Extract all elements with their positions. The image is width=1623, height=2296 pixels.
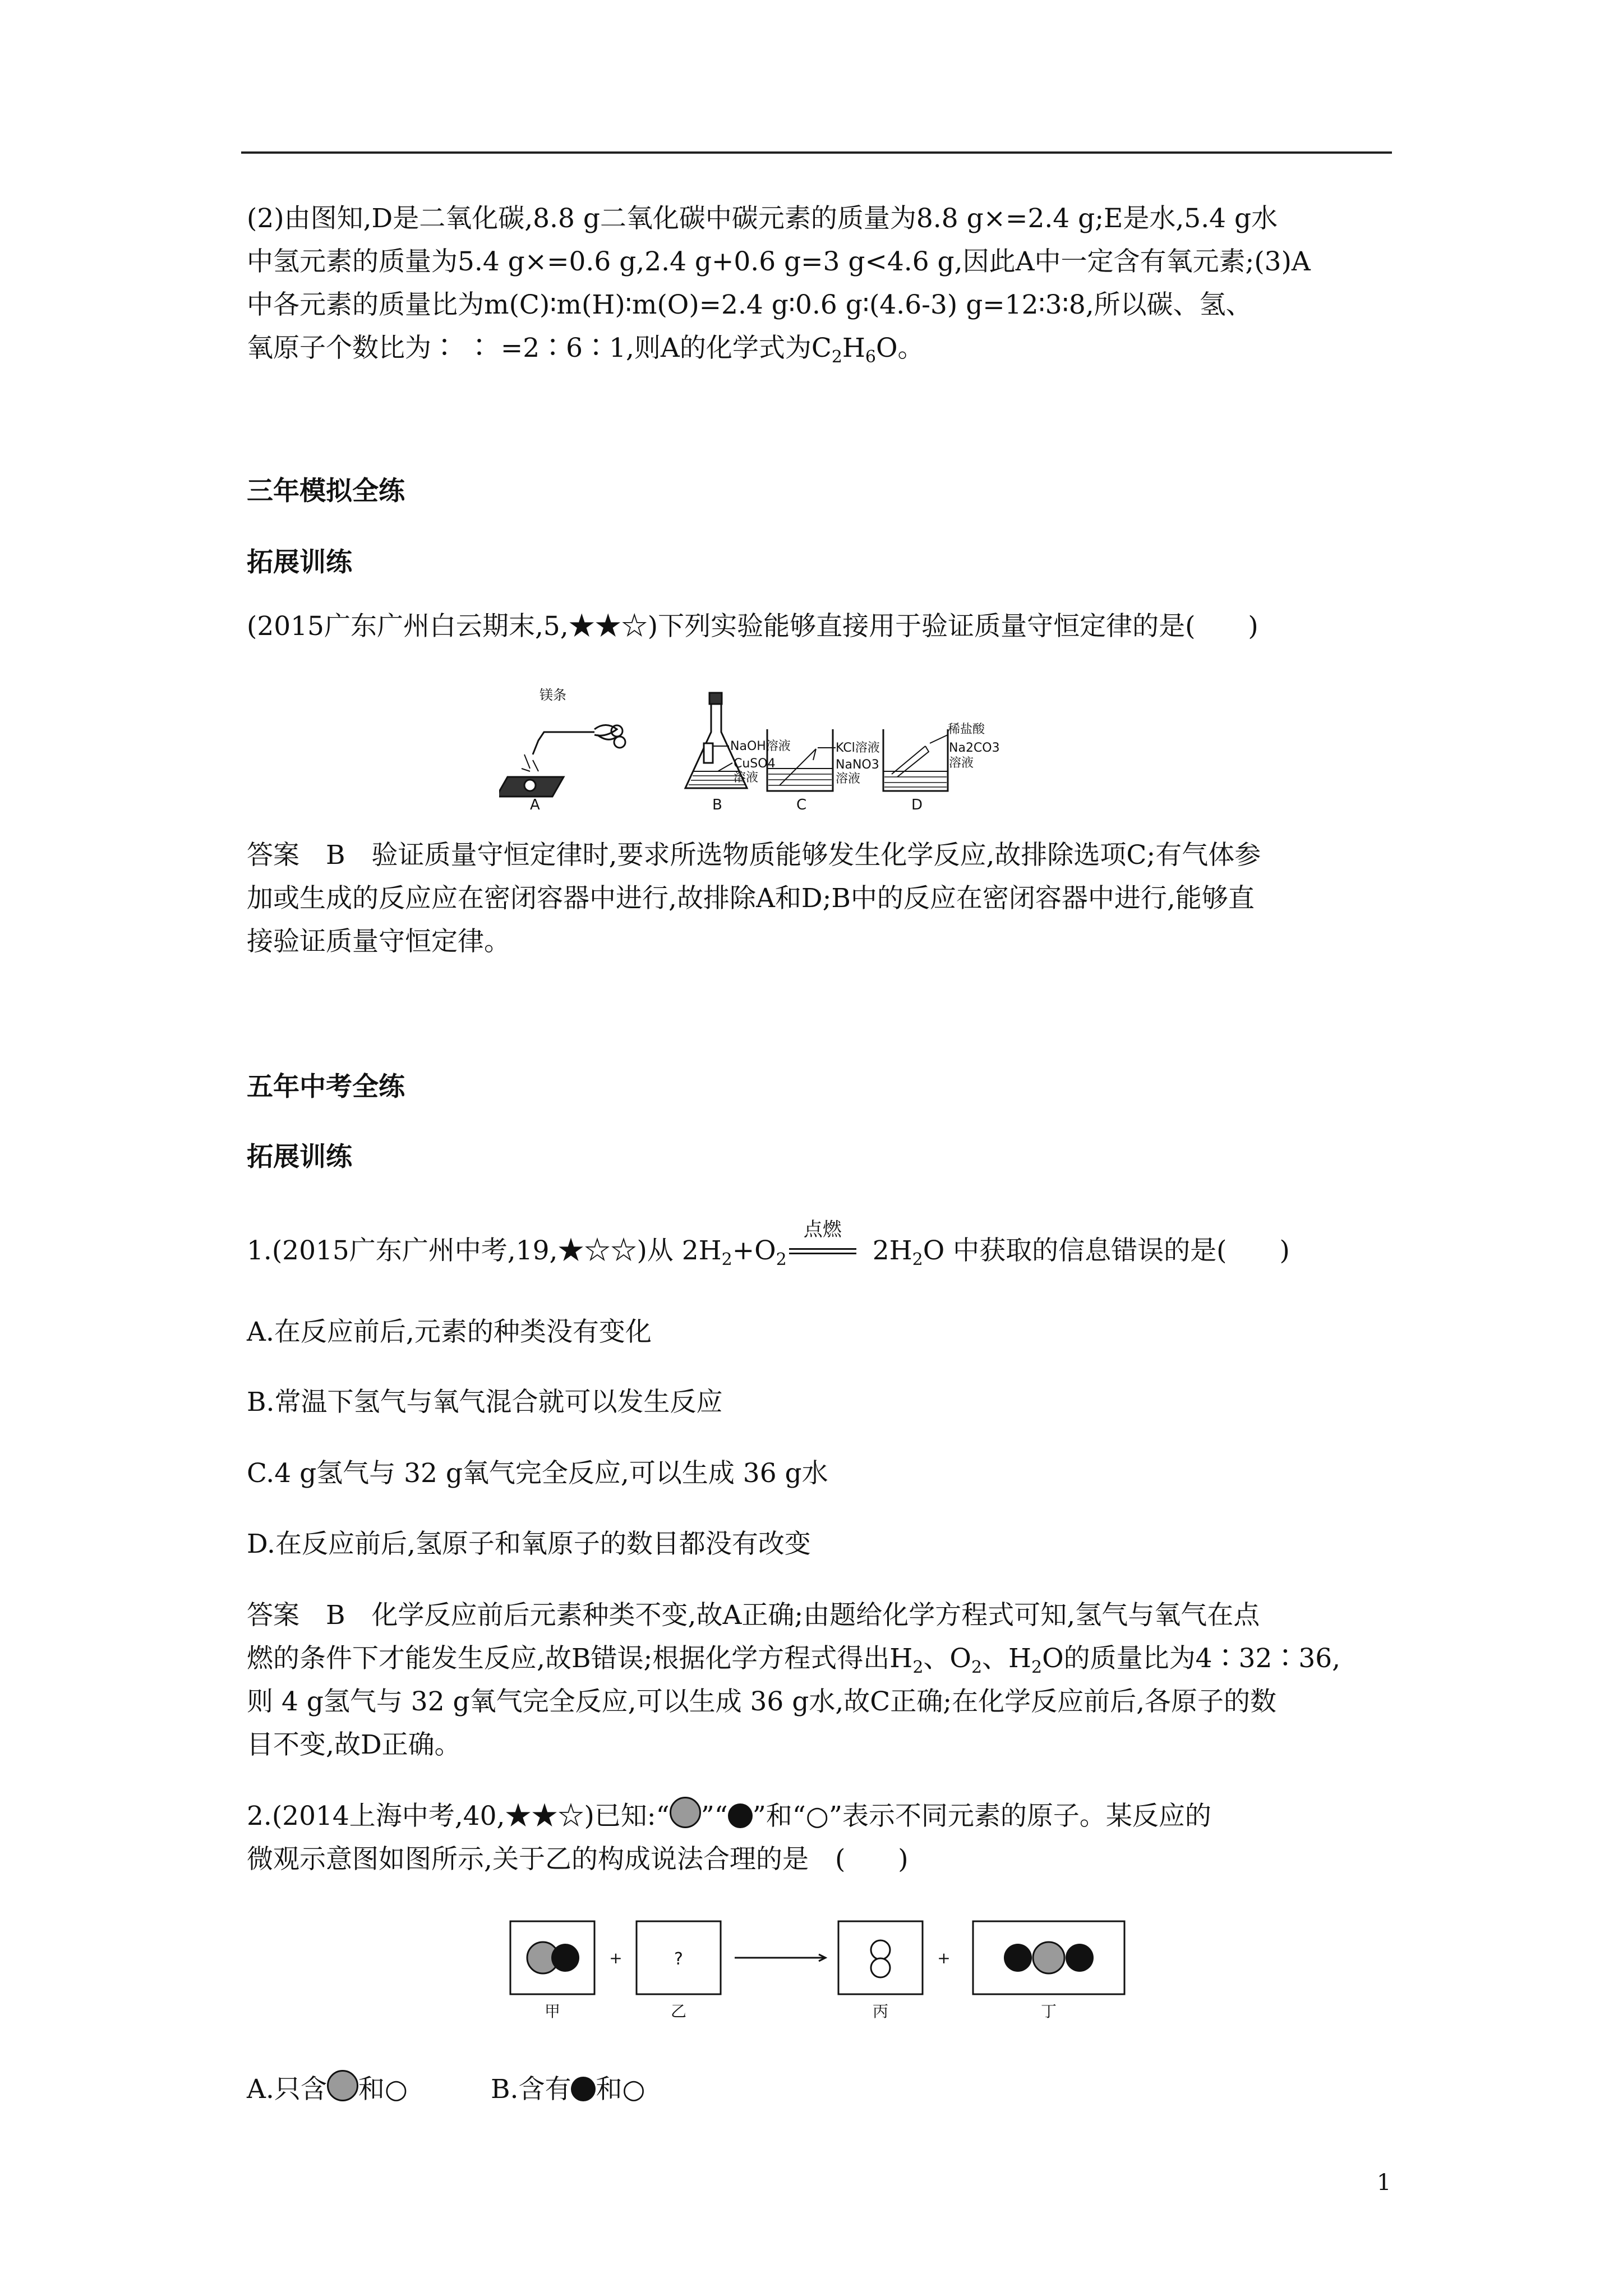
subscript: 2 (831, 347, 842, 367)
apparatus-d-text: 稀盐酸 (948, 723, 985, 737)
text-segment: H (842, 333, 865, 364)
subscript: 2 (721, 1250, 732, 1269)
text-line (247, 329, 924, 368)
question-text (247, 1797, 1211, 1836)
section-heading: 五年中考全练 (247, 1071, 405, 1102)
reaction-condition: 点燃 (803, 1218, 842, 1241)
option-row (491, 2070, 645, 2109)
label-ding: 丁 (1040, 2002, 1057, 2019)
apparatus-d (883, 729, 948, 791)
answer-text: 答案 B 化学反应前后元素种类不变,故A正确;由题给化学方程式可知,氢气与氧气在点 (247, 1600, 1260, 1631)
gray-atom-icon (670, 1797, 701, 1828)
text-segment: ”和“○”表示不同元素的原子。某反应的 (752, 1801, 1211, 1832)
white-atom (871, 1958, 890, 1977)
apparatus-c-text: KCl溶液 (836, 741, 880, 755)
black-atom-icon (728, 1803, 753, 1828)
label-bing: 丙 (872, 2002, 889, 2019)
answer-text: 答案 B 验证质量守恒定律时,要求所选物质能够发生化学反应,故排除选项C;有气体参 (247, 840, 1261, 871)
text-segment: 、O (923, 1643, 971, 1674)
option-b-suffix: 和○ (596, 2074, 645, 2105)
black-atom (551, 1944, 579, 1972)
apparatus-a-text: 镁条 (540, 687, 566, 703)
white-atom (871, 1940, 890, 1959)
black-atom (1004, 1944, 1032, 1972)
plus-sign: + (609, 1949, 623, 1967)
text-segment: 燃的条件下才能发生反应,故B错误;根据化学方程式得出H (247, 1643, 913, 1674)
page-number: 1 (1377, 2170, 1391, 2196)
unknown-mark: ? (674, 1949, 683, 1969)
text-segment: O的质量比为4∶32∶36, (1042, 1643, 1341, 1674)
text-line: 中氢元素的质量为5.4 g×=0.6 g,2.4 g+0.6 g=3 g<4.6 g,因此A中一定含有氧元素;(3)A (247, 246, 1311, 277)
option-d: D.在反应前后,氢原子和氧原子的数目都没有改变 (247, 1529, 811, 1559)
gray-atom (1033, 1942, 1064, 1973)
apparatus-c (767, 729, 836, 791)
apparatus-c-text: NaNO3 (836, 758, 879, 772)
option-b: B.常温下氢气与氧气混合就可以发生反应 (247, 1387, 723, 1418)
label-jia: 甲 (544, 2002, 561, 2019)
text-segment: 2H (864, 1235, 912, 1266)
apparatus-d-text: 溶液 (949, 756, 974, 770)
section-heading: 三年模拟全练 (247, 476, 405, 507)
question-text: 微观示意图如图所示,关于乙的构成说法合理的是 ( ) (247, 1844, 909, 1875)
apparatus-a (499, 725, 625, 797)
apparatus-b-text: 溶液 (734, 771, 759, 785)
text-segment: ”“ (700, 1801, 728, 1832)
header-rule (241, 151, 1392, 154)
reaction-arrow (789, 1218, 856, 1265)
subscript: 2 (912, 1658, 924, 1677)
section-subheading: 拓展训练 (247, 547, 352, 578)
apparatus-b-text: NaOH溶液 (730, 739, 791, 753)
section-subheading: 拓展训练 (247, 1142, 352, 1172)
apparatus-a-label: A (530, 797, 540, 811)
option-a-suffix: 和○ (358, 2074, 408, 2105)
option-row (247, 2070, 408, 2109)
apparatus-d-label: D (911, 797, 923, 811)
gray-atom-icon (327, 2070, 358, 2101)
plus-sign: + (937, 1949, 951, 1967)
answer-text: 接验证质量守恒定律。 (247, 926, 510, 957)
apparatus-c-text: 溶液 (836, 772, 861, 786)
option-a: A.在反应前后,元素的种类没有变化 (247, 1317, 652, 1347)
reaction-diagram (505, 1918, 1133, 2019)
answer-text: 则 4 g氢气与 32 g氧气完全反应,可以生成 36 g水,故C正确;在化学反应前后,各原子的数 (247, 1686, 1277, 1717)
text-segment: +O (732, 1235, 776, 1266)
text-segment: O。 (876, 333, 924, 364)
apparatus-b-text: CuSO4 (734, 757, 776, 771)
apparatus-b-label: B (712, 797, 722, 811)
text-segment: 、H (982, 1643, 1032, 1674)
answer-text: 加或生成的反应应在密闭容器中进行,故排除A和D;B中的反应在密闭容器中进行,能够直 (247, 883, 1255, 914)
black-atom-icon (571, 2077, 596, 2101)
subscript: 2 (971, 1658, 983, 1677)
text-segment: 氧原子个数比为∶ ∶ =2∶6∶1,则A的化学式为C (247, 333, 832, 364)
subscript: 2 (912, 1250, 923, 1269)
answer-text (247, 1639, 1340, 1678)
apparatus-d-text: Na2CO3 (949, 741, 1000, 755)
black-atom (1066, 1944, 1094, 1972)
option-b-prefix: B.含有 (491, 2074, 571, 2105)
text-segment: O 中获取的信息错误的是( ) (923, 1235, 1290, 1266)
text-line: (2)由图知,D是二氧化碳,8.8 g二氧化碳中碳元素的质量为8.8 g×=2.4 g;E是水,5.4 g水 (247, 203, 1278, 234)
option-c: C.4 g氢气与 32 g氧气完全反应,可以生成 36 g水 (247, 1458, 828, 1489)
text-line: 中各元素的质量比为m(C)∶m(H)∶m(O)=2.4 g∶0.6 g∶(4.6-3) g=12∶3∶8,所以碳、氢、 (247, 289, 1252, 320)
apparatus-figure (499, 687, 1138, 811)
text-segment: 2.(2014上海中考,40,★★☆)已知:“ (247, 1801, 670, 1832)
question-text (247, 1218, 1290, 1271)
text-segment: 1.(2015广东广州中考,19,★☆☆)从 2H (247, 1235, 722, 1266)
label-yi: 乙 (670, 2002, 687, 2019)
option-a-prefix: A.只含 (247, 2074, 327, 2105)
subscript: 2 (1031, 1658, 1043, 1677)
answer-text: 目不变,故D正确。 (247, 1729, 461, 1760)
subscript: 6 (865, 347, 876, 367)
subscript: 2 (776, 1250, 787, 1269)
question-text: (2015广东广州白云期末,5,★★☆)下列实验能够直接用于验证质量守恒定律的是( ) (247, 611, 1258, 642)
apparatus-c-label: C (796, 797, 807, 811)
